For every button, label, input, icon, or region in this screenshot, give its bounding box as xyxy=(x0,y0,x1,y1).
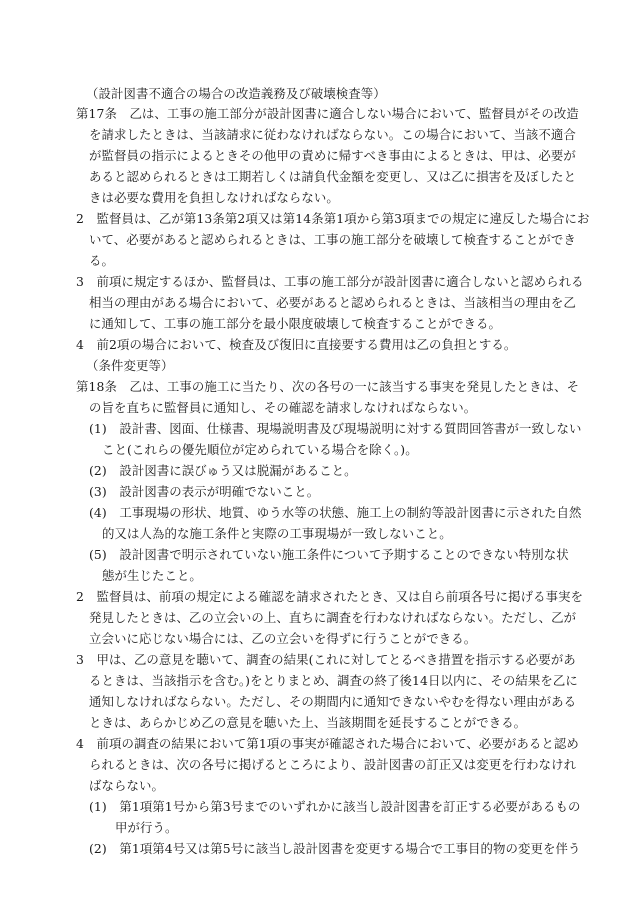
article17-line: が監督員の指示によるときその他甲の責めに帰すべき事由によるときは、甲は、必要が xyxy=(89,148,576,163)
article18-line: の旨を直ちに監督員に通知し、その確認を請求しなければならない。 xyxy=(89,400,477,415)
article18-line: 発見したときは、乙の立会いの上、直ちに調査を行わなければならない。ただし、乙が xyxy=(89,610,577,625)
article17-line: きは必要な費用を負担しなければならない。 xyxy=(89,190,339,205)
article17-line: 3 前項に規定するほか、監督員は、工事の施工部分が設計図書に適合しないと認められる xyxy=(76,274,584,289)
article17-line: いて、必要があると認められるときは、工事の施工部分を破壊して検査することができ xyxy=(89,232,576,247)
article18-line: 立会いに応じない場合には、乙の立会いを得ずに行うことができる。 xyxy=(89,631,477,646)
article18-line: 甲が行う。 xyxy=(115,820,178,835)
article17-line: る。 xyxy=(89,253,114,268)
article18-line: 4 前項の調査の結果において第1項の事実が確認された場合において、必要があると認め xyxy=(76,736,579,751)
article18-line: (4) 工事現場の形状、地質、ゆう水等の状態、施工上の制約等設計図書に示された自然 xyxy=(89,505,582,520)
article18-line: (1) 第1項第1号から第3号までのいずれかに該当し設計図書を訂正する必要があるもの xyxy=(89,799,581,814)
article17-line: あると認められるときは工期若しくは請負代金額を変更し、又は乙に損害を及ぼしたと xyxy=(89,169,577,184)
article18-line: (5) 設計図書で明示されていない施工条件について予期することのできない特別な状 xyxy=(89,547,569,562)
article18-line: こと(これらの優先順位が定められている場合を除く。)。 xyxy=(102,442,418,457)
article18-line: 態が生じたこと。 xyxy=(102,568,202,583)
article18-line: (1) 設計書、図面、仕様書、現場説明書及び現場説明に対する質問回答書が一致しない xyxy=(89,421,582,436)
article18-line: 第18条 乙は、工事の施工に当たり、次の各号の一に該当する事実を発見したときは、そ xyxy=(76,379,580,394)
article18-line: 2 監督員は、前項の規定による確認を請求されたとき、又は自ら前項各号に掲げる事実を xyxy=(76,589,584,604)
article17-line: 相当の理由がある場合において、必要があると認められるときは、当該相当の理由を乙 xyxy=(89,295,576,310)
article18-line: 3 甲は、乙の意見を聴いて、調査の結果(これに対してとるべき措置を指示する必要があ xyxy=(76,652,576,667)
article17-heading: （設計図書不適合の場合の改造義務及び破壊検査等） xyxy=(86,86,386,101)
article18-line: ときは、あらかじめ乙の意見を聴いた上、当該期間を延長することができる。 xyxy=(89,715,527,730)
article17-line: 第17条 乙は、工事の施工部分が設計図書に適合しない場合において、監督員がその改造 xyxy=(76,106,579,121)
article18-line: (2) 第1項第4号又は第5号に該当し設計図書を変更する場合で工事目的物の変更を伴う xyxy=(89,841,581,856)
article17-line: に通知して、工事の施工部分を最小限度破壊して検査することができる。 xyxy=(89,316,501,331)
article18-line: られるときは、次の各号に掲げるところにより、設計図書の訂正又は変更を行わなけれ xyxy=(89,757,577,772)
article17-line: 4 前2項の場合において、検査及び復旧に直接要する費用は乙の負担とする。 xyxy=(76,337,517,352)
article18-heading: （条件変更等） xyxy=(86,358,174,373)
article17-line: 2 監督員は、乙が第13条第2項又は第14条第1項から第3項までの規定に違反した場合にお xyxy=(76,211,590,226)
article18-line: 的又は人為的な施工条件と実際の工事現場が一致しないこと。 xyxy=(102,526,452,541)
article17-line: を請求したときは、当該請求に従わなければならない。この場合において、当該不適合 xyxy=(89,127,576,142)
article18-line: るときは、当該指示を含む。)をとりまとめ、調査の終了後14日以内に、その結果を乙に xyxy=(89,673,578,688)
article18-line: ばならない。 xyxy=(89,778,164,793)
article18-line: 通知しなければならない。ただし、その期間内に通知できないやむを得ない理由がある xyxy=(89,694,577,709)
article18-line: (3) 設計図書の表示が明確でないこと。 xyxy=(89,484,320,499)
article18-line: (2) 設計図書に誤びゅう又は脱漏があること。 xyxy=(89,463,357,478)
